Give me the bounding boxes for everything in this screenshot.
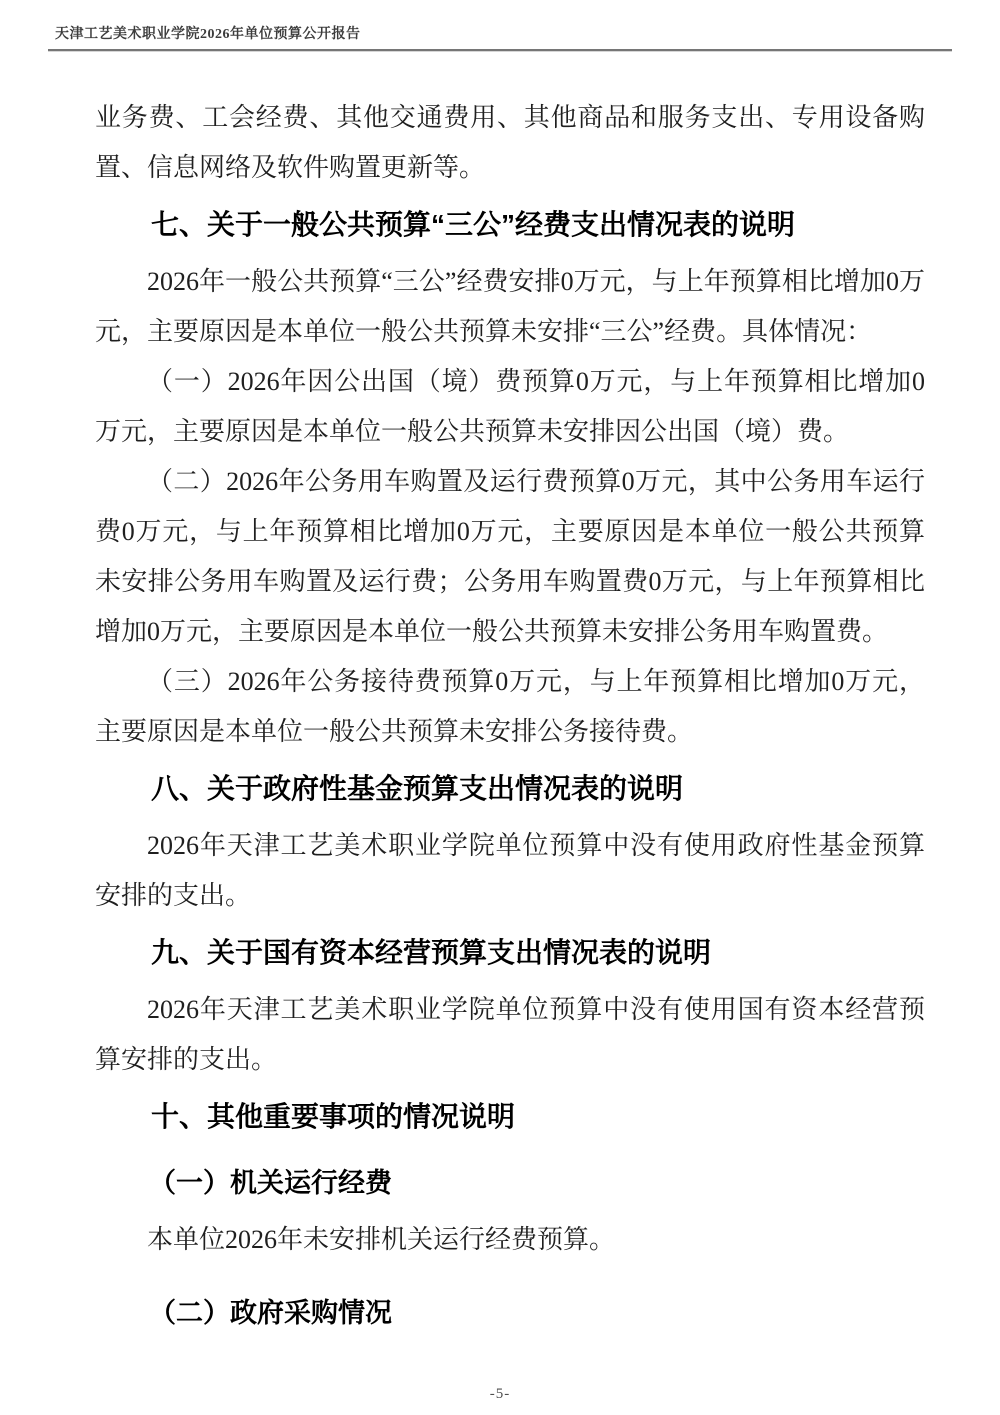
- section-7-paragraph-overview: 2026年一般公共预算“三公”经费安排0万元，与上年预算相比增加0万元，主要原因是本单位一般公共预算未安排“三公”经费。具体情况：: [95, 267, 925, 346]
- section-7-item-3-reception-fee: （三）2026年公务接待费预算0万元，与上年预算相比增加0万元，主要原因是本单位一般公共预算未安排公务接待费。: [95, 667, 925, 746]
- section-8-paragraph: 2026年天津工艺美术职业学院单位预算中没有使用政府性基金预算安排的支出。: [95, 831, 925, 910]
- page-number: -5-: [489, 1386, 511, 1402]
- section-10-sub-1-paragraph: 本单位2026年未安排机关运行经费预算。: [147, 1225, 616, 1254]
- section-9-paragraph: 2026年天津工艺美术职业学院单位预算中没有使用国有资本经营预算安排的支出。: [95, 995, 925, 1074]
- section-7-item-2-vehicle-fee: （二）2026年公务用车购置及运行费预算0万元，其中公务用车运行费0万元，与上年预算相比增加0万元，主要原因是本单位一般公共预算未安排公务用车购置及运行费；公务用车购置费0万元，与上年预算相比增加0万元，主要原因是本单位一般公共预算未安排公务用车购置费。: [95, 467, 925, 646]
- header-divider-rule: [48, 49, 952, 52]
- page-header: [48, 26, 952, 52]
- section-9-heading: 九、关于国有资本经营预算支出情况表的说明: [151, 937, 712, 968]
- section-10-heading: 十、其他重要事项的情况说明: [151, 1101, 516, 1132]
- running-header-title: 天津工艺美术职业学院2026年单位预算公开报告: [55, 27, 361, 42]
- document-body: [95, 93, 925, 1345]
- section-10-sub-1-heading: （一）机关运行经费: [149, 1168, 392, 1198]
- page-footer: [0, 1385, 1000, 1403]
- section-7-item-1-abroad-fee: （一）2026年因公出国（境）费预算0万元，与上年预算相比增加0万元，主要原因是本单位一般公共预算未安排因公出国（境）费。: [95, 367, 925, 446]
- section-10-sub-2-heading: （二）政府采购情况: [149, 1298, 392, 1328]
- section-7-heading: 七、关于一般公共预算“三公”经费支出情况表的说明: [151, 209, 796, 240]
- section-8-heading: 八、关于政府性基金预算支出情况表的说明: [151, 773, 684, 804]
- paragraph-expense-list-continuation: 业务费、工会经费、其他交通费用、其他商品和服务支出、专用设备购置、信息网络及软件购置更新等。: [95, 103, 925, 182]
